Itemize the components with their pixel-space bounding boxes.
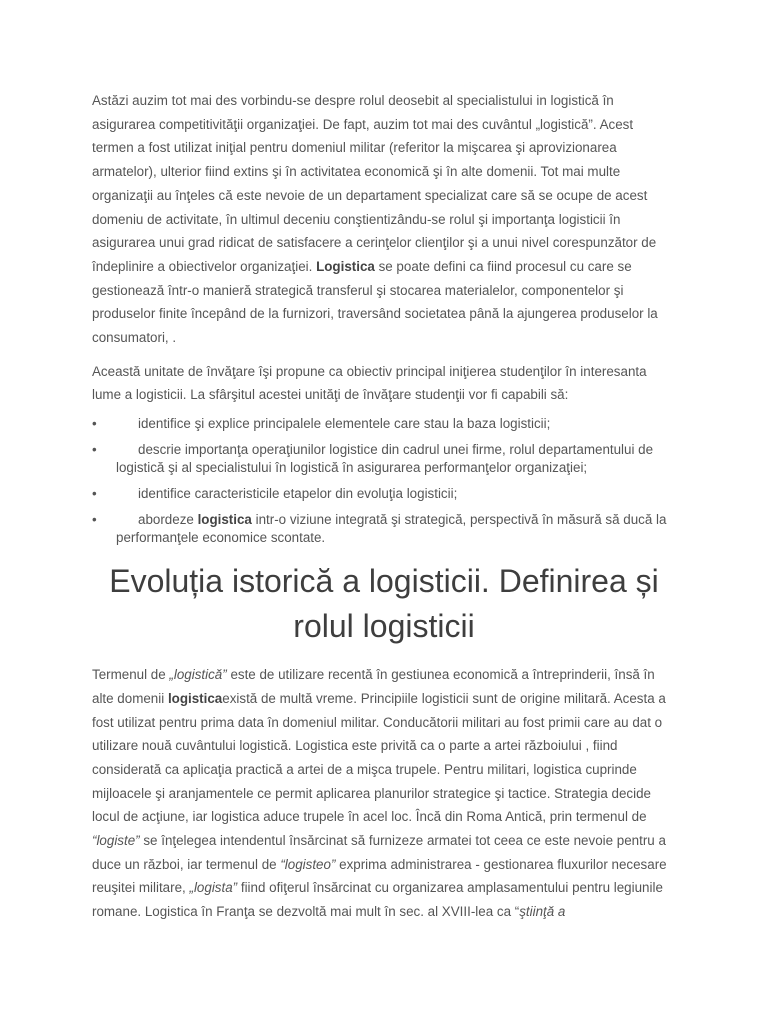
history-text: exprima administrarea - gestionarea fluxurilor necesare reuşitei militare,	[92, 856, 667, 896]
list-item-text: descrie importanţa operaţiunilor logistice din cadrul unei firme, rolul departamentului de logistică şi al specialistului în logistică în asigurarea performanţelor organizaţiei;	[116, 442, 654, 476]
intro-paragraph	[92, 89, 676, 350]
italic-term: ştiinţă a	[519, 904, 566, 920]
list-item	[92, 415, 676, 433]
intro-text-continued: se poate defini ca fiind procesul cu care se gestionează într-o manieră strategică transferul şi stocarea materialelor, componentelor şi produselor finite începând de la furnizori, traversând societatea până la ajungerea produselor la consumatori, .	[92, 258, 658, 346]
italic-term: „logista”	[189, 880, 238, 896]
history-text: există de multă vreme. Principiile logisticii sunt de origine militară. Acesta a fost utilizat pentru prima data în domeniul militar. Conducătorii militari au fost primii care au dat o utilizare nouă cuvântului logistică. Logistica este privită ca o parte a artei războiului , fiind considerată ca aplicaţia practică a artei de a mişca trupele. Pentru militari, logistica cuprinde mijloacele şi aranjamentele ce permit aplicarea planurilor strategice şi tactice. Strategia decide locul de acţiune, iar logistica aduce trupele în acel loc. Încă din Roma Antică, prin termenul de	[92, 690, 666, 825]
history-text: fiind ofiţerul însărcinat cu organizarea amplasamentului pentru legiunile romane. Logistica în Franţa se dezvoltă mai mult în sec. al XVIII-lea ca “	[92, 880, 663, 920]
list-item	[92, 485, 676, 503]
bullet-icon: •	[92, 486, 97, 502]
bullet-icon: •	[92, 512, 97, 528]
objective-paragraph: Această unitate de învăţare îşi propune ca obiectiv principal iniţierea studenţilor în interesanta lume a logisticii. La sfârşitul acestei unităţi de învăţare studenţii vor fi capabili să:	[92, 363, 647, 403]
bullet-icon: •	[92, 442, 97, 458]
list-item-text: identifice şi explice principalele elementele care stau la baza logisticii;	[138, 416, 551, 432]
history-text: este de utilizare recentă în gestiunea economică a întreprinderii, însă în alte domenii	[92, 667, 655, 706]
history-text: se înţelegea intendentul însărcinat să furnizeze armatei tot ceea ce este nevoie pentru a duce un război, iar termenul de	[92, 833, 666, 872]
logistica-term: logistica	[197, 512, 252, 528]
list-item-text-continued: intr-o viziune integrată şi strategică, perspectivă în măsură să ducă la performanţele economice scontate.	[116, 512, 667, 546]
history-paragraph	[92, 663, 676, 924]
history-text: Termenul de	[92, 667, 170, 683]
document-content	[92, 89, 676, 924]
objectives-list	[92, 415, 676, 547]
list-item	[92, 511, 676, 547]
intro-text: Astăzi auzim tot mai des vorbindu-se despre rolul deosebit al specialistului in logistică în asigurarea competitivităţii organizaţiei. De fapt, auzim tot mai des cuvântul „logistică”. Acest termen a fost utilizat iniţial pentru domeniul militar (referitor la mişcarea şi aprovizionarea armatelor), ulterior fiind extins şi în activitatea economică şi în alte domenii. Tot mai multe organizaţii au înţeles că este nevoie de un departament specializat care să se ocupe de acest domeniu de activitate, în ultimul deceniu conştientizându-se rolul şi importanţa logisticii în asigurarea unui grad ridicat de satisfacere a cerinţelor clienţilor şi a unui nivel corespunzător de îndeplinire a obiectivelor organizaţiei.	[92, 93, 657, 274]
bullet-icon: •	[92, 416, 97, 432]
list-item	[92, 441, 676, 477]
list-item-text: identifice caracteristicile etapelor din evoluţia logisticii;	[138, 486, 458, 502]
logistica-term: logistica	[167, 690, 223, 706]
section-heading: Evoluția istorică a logisticii. Definirea și rolul logisticii	[109, 563, 659, 645]
list-item-text: abordeze	[138, 512, 198, 528]
italic-term: “logiste”	[92, 833, 140, 849]
logistica-term: Logistica	[316, 258, 375, 274]
italic-term: “logisteo”	[280, 856, 336, 872]
italic-term: „logistică”	[169, 667, 227, 683]
